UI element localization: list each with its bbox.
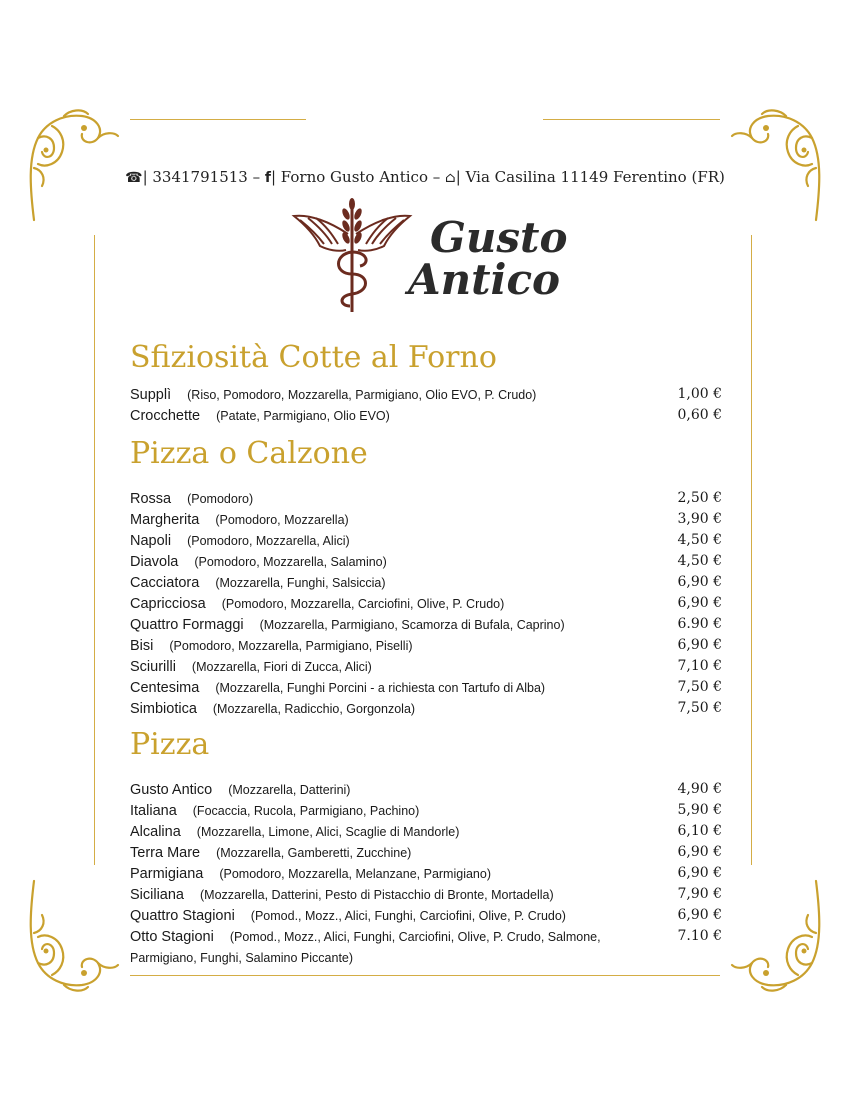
section-items bbox=[130, 384, 722, 426]
phone-icon: ☎ bbox=[125, 170, 143, 186]
item-ingredients: (Mozzarella, Datterini) bbox=[228, 783, 351, 797]
section-items bbox=[130, 779, 722, 967]
facebook-icon: f bbox=[264, 170, 271, 186]
item-name: Bisi bbox=[130, 638, 154, 654]
frame-line-bottom bbox=[130, 975, 720, 976]
item-ingredients: (Riso, Pomodoro, Mozzarella, Parmigiano, Olio EVO, P. Crudo) bbox=[187, 388, 537, 402]
item-ingredients: (Pomodoro) bbox=[187, 492, 254, 506]
item-name: Simbiotica bbox=[130, 701, 197, 717]
section-items bbox=[130, 488, 722, 719]
item-price: 7,90 € bbox=[677, 886, 722, 902]
item-price: 5,90 € bbox=[677, 802, 722, 818]
item-ingredients: (Pomodoro, Mozzarella) bbox=[215, 513, 349, 527]
item-ingredients: (Focaccia, Rucola, Parmigiano, Pachino) bbox=[192, 804, 420, 818]
address: | Via Casilina 11149 Ferentino (FR) bbox=[455, 168, 725, 186]
item-name: Siciliana bbox=[130, 887, 184, 903]
item-ingredients: (Pomod., Mozz., Alici, Funghi, Carciofini, Olive, P. Crudo) bbox=[250, 909, 566, 923]
frame-line-left bbox=[94, 235, 95, 865]
menu-item bbox=[130, 779, 722, 800]
item-ingredients: (Mozzarella, Funghi, Salsiccia) bbox=[215, 576, 386, 590]
separator: – bbox=[252, 168, 261, 186]
contact-header bbox=[0, 168, 850, 186]
item-ingredients: (Pomodoro, Mozzarella, Salamino) bbox=[194, 555, 387, 569]
item-ingredients: (Mozzarella, Fiori di Zucca, Alici) bbox=[191, 660, 372, 674]
item-ingredients: (Pomodoro, Mozzarella, Melanzane, Parmigiano) bbox=[219, 867, 491, 881]
item-name: Margherita bbox=[130, 512, 200, 528]
item-name: Centesima bbox=[130, 680, 200, 696]
menu-item bbox=[130, 698, 722, 719]
item-name: Napoli bbox=[130, 533, 172, 549]
menu-item bbox=[130, 488, 722, 509]
frame-line-top-right bbox=[543, 119, 720, 120]
menu-item bbox=[130, 405, 722, 426]
logo bbox=[290, 194, 580, 314]
item-price: 7.10 € bbox=[677, 928, 722, 944]
logo-text-line2: Antico bbox=[408, 255, 561, 304]
item-price: 4,50 € bbox=[677, 532, 722, 548]
item-ingredients: (Mozzarella, Gamberetti, Zucchine) bbox=[216, 846, 412, 860]
menu-item bbox=[130, 635, 722, 656]
item-ingredients: (Pomodoro, Mozzarella, Parmigiano, Piselli) bbox=[169, 639, 413, 653]
frame-line-top-left bbox=[130, 119, 306, 120]
item-price: 1,00 € bbox=[677, 386, 722, 402]
menu-item bbox=[130, 884, 722, 905]
menu-item bbox=[130, 842, 722, 863]
item-ingredients: (Mozzarella, Funghi Porcini - a richiesta con Tartufo di Alba) bbox=[215, 681, 546, 695]
item-ingredients: (Mozzarella, Radicchio, Gorgonzola) bbox=[212, 702, 416, 716]
item-price: 7,50 € bbox=[677, 700, 722, 716]
item-name: Terra Mare bbox=[130, 845, 201, 861]
item-name: Sciurilli bbox=[130, 659, 176, 675]
item-price: 7,50 € bbox=[677, 679, 722, 695]
item-name: Supplì bbox=[130, 387, 172, 403]
item-ingredients: (Mozzarella, Datterini, Pesto di Pistacchio di Bronte, Mortadella) bbox=[200, 888, 554, 902]
menu-item bbox=[130, 863, 722, 884]
section-title: Sfiziosità Cotte al Forno bbox=[130, 340, 497, 375]
item-price: 6,90 € bbox=[677, 907, 722, 923]
logo-text-line1: Gusto bbox=[430, 213, 568, 262]
menu-item bbox=[130, 821, 722, 842]
facebook-page: | Forno Gusto Antico bbox=[270, 168, 428, 186]
separator: – bbox=[432, 168, 441, 186]
item-price: 6,90 € bbox=[677, 865, 722, 881]
phone-number: | 3341791513 bbox=[142, 168, 248, 186]
ornament-top-left-icon bbox=[24, 108, 120, 223]
item-name: Alcalina bbox=[130, 824, 181, 840]
item-price: 6,90 € bbox=[677, 574, 722, 590]
menu-item bbox=[130, 509, 722, 530]
item-ingredients: (Mozzarella, Parmigiano, Scamorza di Bufala, Caprino) bbox=[259, 618, 565, 632]
ornament-bottom-left-icon bbox=[24, 878, 120, 993]
item-price: 4,50 € bbox=[677, 553, 722, 569]
item-name: Rossa bbox=[130, 491, 172, 507]
item-price: 6,10 € bbox=[677, 823, 722, 839]
item-name: Parmigiana bbox=[130, 866, 204, 882]
item-price: 6,90 € bbox=[677, 595, 722, 611]
item-ingredients: (Patate, Parmigiano, Olio EVO) bbox=[216, 409, 390, 423]
item-price: 6,90 € bbox=[677, 844, 722, 860]
menu-item bbox=[130, 677, 722, 698]
item-name: Capricciosa bbox=[130, 596, 206, 612]
menu-content bbox=[130, 338, 722, 973]
item-ingredients: (Pomodoro, Mozzarella, Alici) bbox=[187, 534, 350, 548]
frame-line-right bbox=[751, 235, 752, 865]
item-name: Diavola bbox=[130, 554, 179, 570]
menu-item bbox=[130, 905, 722, 926]
item-name: Quattro Stagioni bbox=[130, 908, 235, 924]
item-name: Otto Stagioni bbox=[130, 929, 214, 945]
item-name: Crocchette bbox=[130, 408, 201, 424]
item-ingredients: (Mozzarella, Limone, Alici, Scaglie di Mandorle) bbox=[196, 825, 460, 839]
menu-item bbox=[130, 551, 722, 572]
item-ingredients: (Pomod., Mozz., Alici, Funghi, Carciofini, Olive, P. Crudo, Salmone, Parmigiano, Funghi, Salamino Piccante) bbox=[130, 930, 601, 965]
menu-item bbox=[130, 614, 722, 635]
ornament-top-right-icon bbox=[730, 108, 826, 223]
item-name: Italiana bbox=[130, 803, 177, 819]
menu-item bbox=[130, 572, 722, 593]
menu-item bbox=[130, 926, 722, 967]
item-price: 6.90 € bbox=[677, 616, 722, 632]
menu-item bbox=[130, 530, 722, 551]
item-name: Quattro Formaggi bbox=[130, 617, 244, 633]
menu-item bbox=[130, 593, 722, 614]
section-title: Pizza o Calzone bbox=[130, 436, 368, 471]
home-icon: ⌂ bbox=[445, 170, 456, 186]
item-price: 2,50 € bbox=[677, 490, 722, 506]
section-title: Pizza bbox=[130, 727, 210, 762]
menu-item bbox=[130, 800, 722, 821]
menu-item bbox=[130, 384, 722, 405]
item-price: 0,60 € bbox=[677, 407, 722, 423]
menu-item bbox=[130, 656, 722, 677]
item-name: Gusto Antico bbox=[130, 782, 213, 798]
item-price: 4,90 € bbox=[677, 781, 722, 797]
item-price: 6,90 € bbox=[677, 637, 722, 653]
item-ingredients: (Pomodoro, Mozzarella, Carciofini, Olive, P. Crudo) bbox=[221, 597, 505, 611]
ornament-bottom-right-icon bbox=[730, 878, 826, 993]
item-price: 3,90 € bbox=[677, 511, 722, 527]
item-name: Cacciatora bbox=[130, 575, 200, 591]
item-price: 7,10 € bbox=[677, 658, 722, 674]
